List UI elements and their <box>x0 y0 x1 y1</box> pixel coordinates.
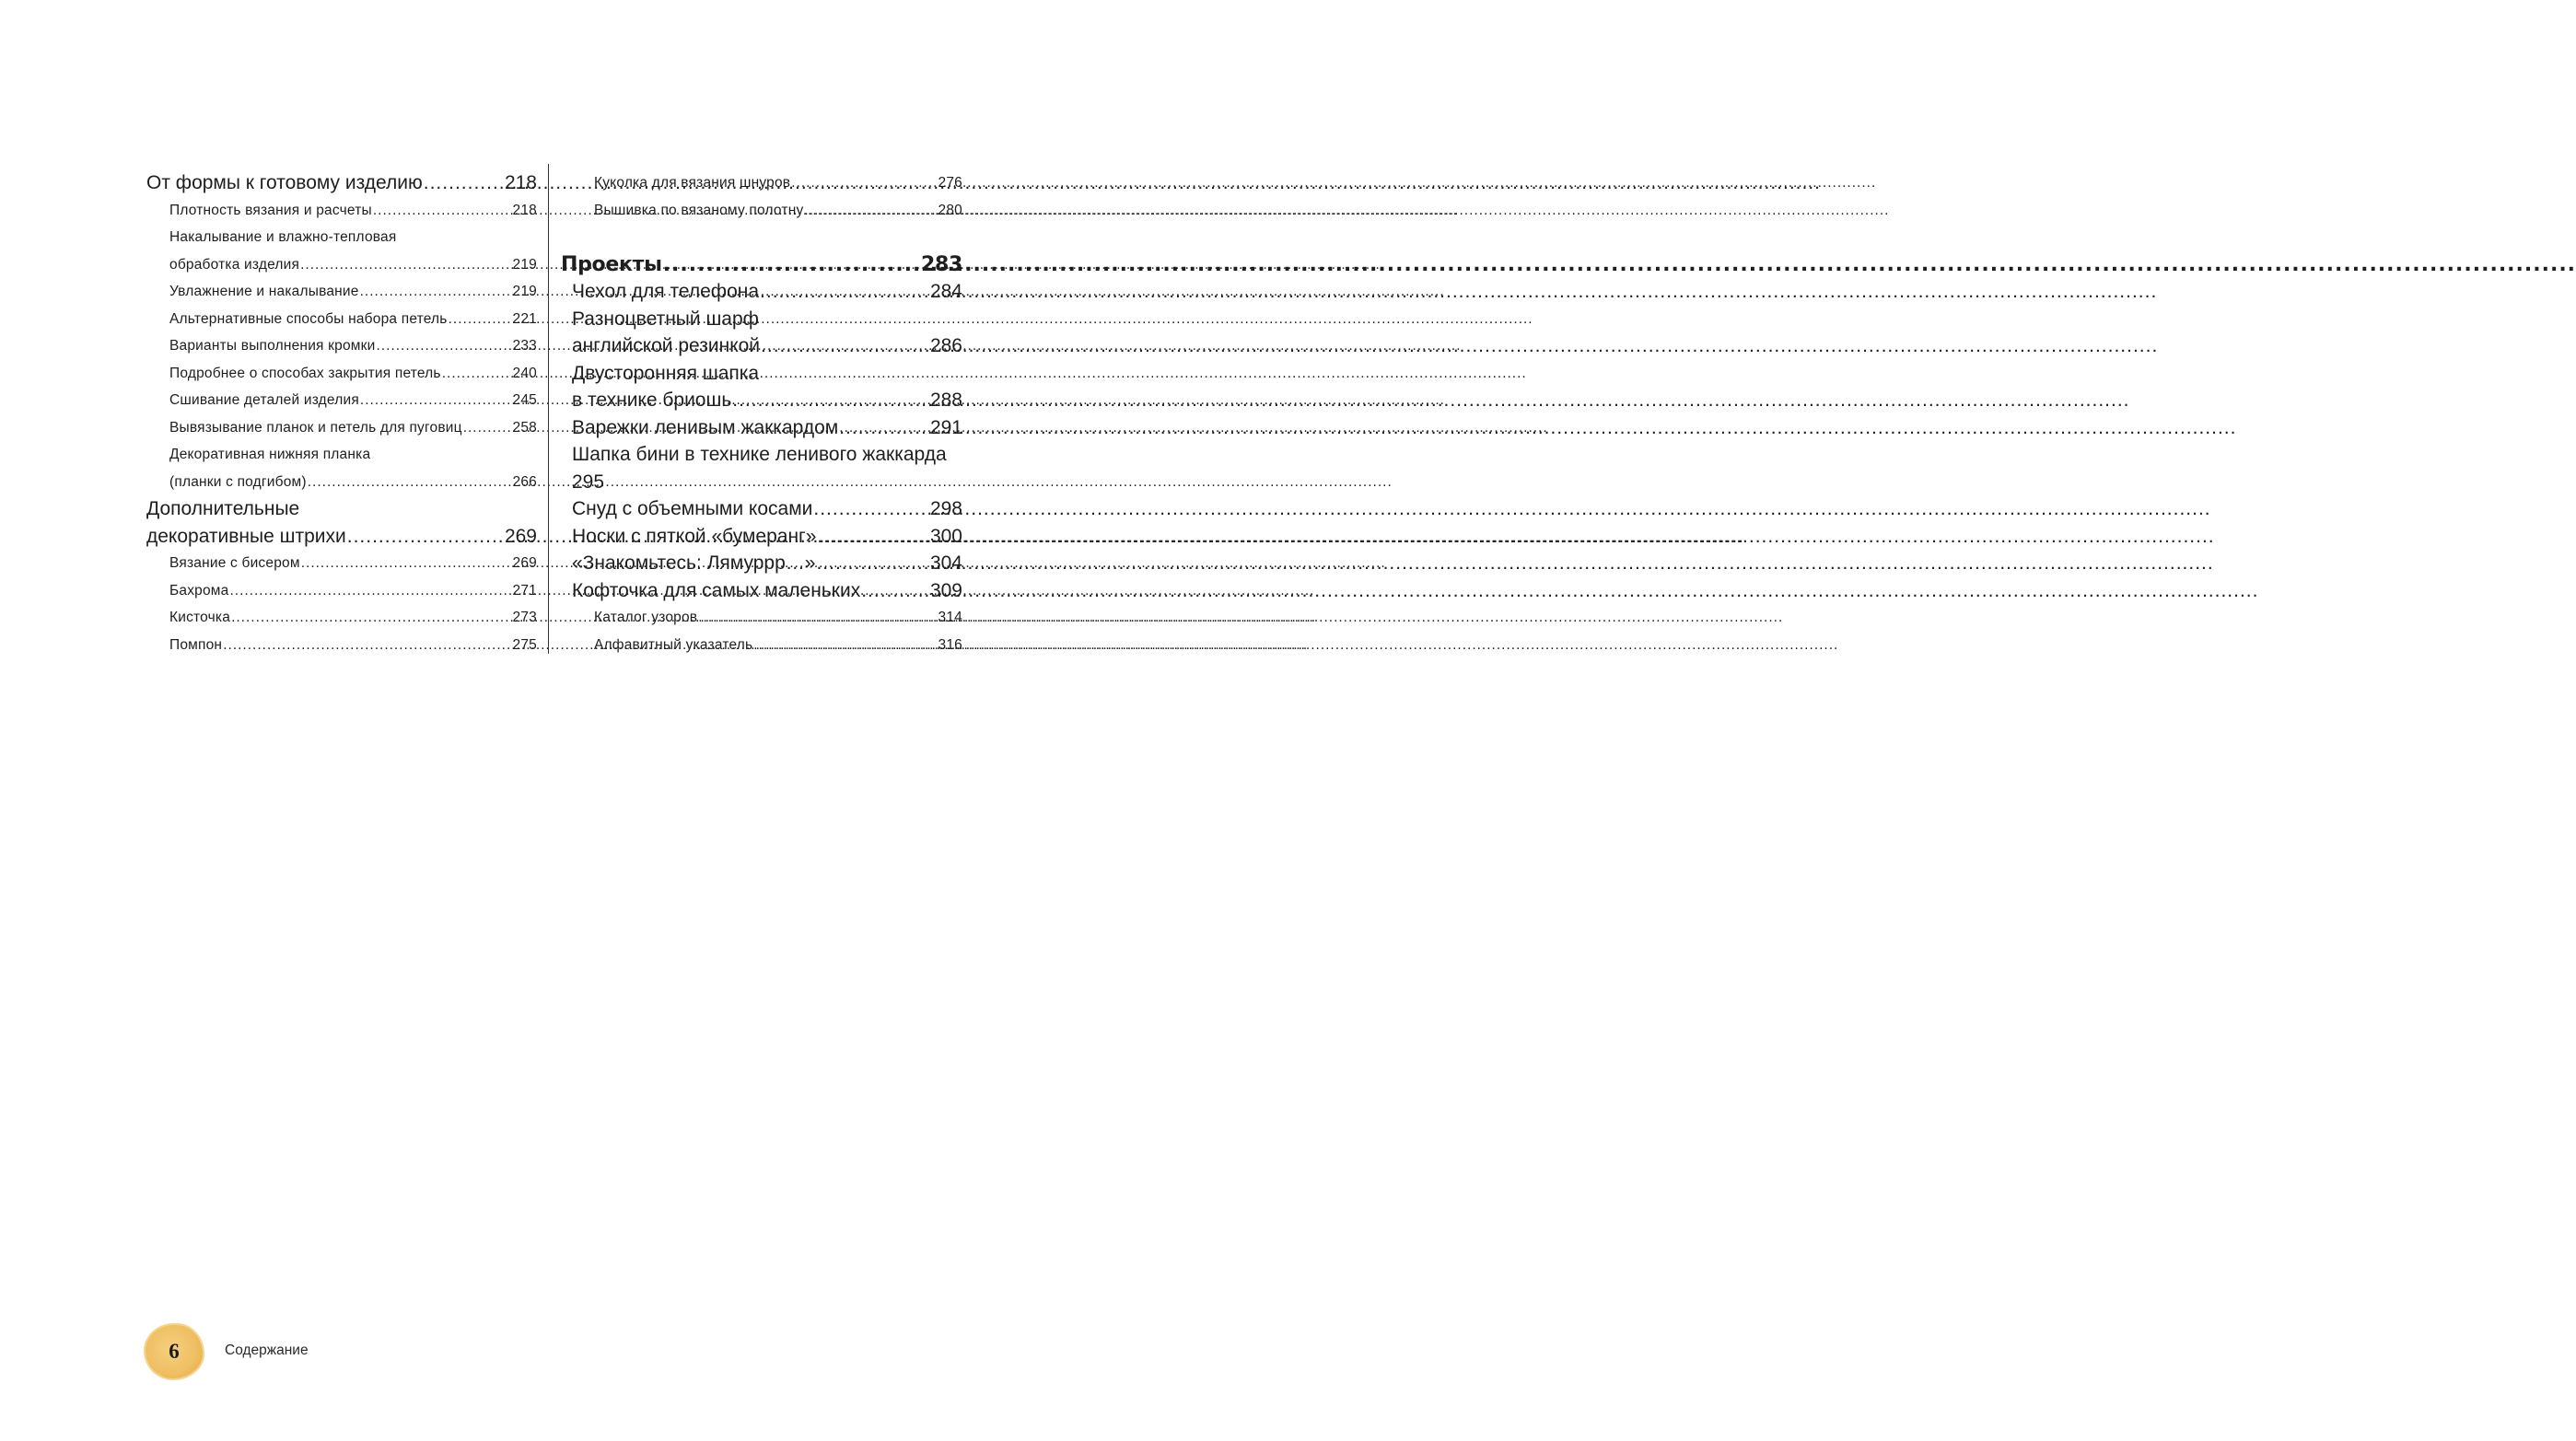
toc-subentry[interactable] <box>561 197 962 225</box>
toc-entry-title: «Знакомьтесь: Лямуррр…» <box>572 552 816 574</box>
toc-entry-title-line1: Дополнительные <box>146 498 300 519</box>
toc-entry-title: Снуд с объемными косами <box>572 498 813 519</box>
dot-leader <box>300 251 511 279</box>
toc-entry-page: 269 <box>512 555 537 571</box>
toc-subentry[interactable] <box>146 224 537 278</box>
toc-entry-page: 286 <box>929 335 962 356</box>
toc-entry-title-line1: Декоративная нижняя планка <box>169 447 371 462</box>
toc-entry[interactable] <box>146 495 537 550</box>
dot-leader <box>347 523 504 551</box>
dot-leader <box>301 550 512 577</box>
toc-entry-page: 245 <box>512 392 537 408</box>
toc-entry-title: Алфавитный указатель <box>594 636 753 653</box>
toc-entry-title: Подробнее о способах закрытия петель <box>169 365 441 381</box>
toc-entry-title: Проекты <box>561 252 662 276</box>
spacer <box>561 224 962 251</box>
toc-subentry[interactable] <box>146 414 537 442</box>
dot-leader <box>376 332 511 360</box>
toc-entry-title: Плотность вязания и расчеты <box>169 202 372 218</box>
toc-entry-title: Бахрома <box>169 582 229 598</box>
dot-leader <box>373 197 512 225</box>
toc-entry-title: Кисточка <box>169 610 231 625</box>
toc-entry-title: Вывязывание планок и петель для пуговиц <box>169 419 462 436</box>
toc-entry[interactable] <box>561 495 962 523</box>
toc-entry-title: Чехол для телефона <box>572 281 760 302</box>
toc-subentry[interactable] <box>146 577 537 605</box>
toc-entry-title: Куколка для вязания шнуров <box>594 175 791 191</box>
toc-entry-page: 218 <box>512 202 537 218</box>
toc-entry-page: 314 <box>938 610 962 625</box>
toc-entry-page: 284 <box>929 281 962 302</box>
dot-leader <box>839 414 929 442</box>
running-footer-section: Содержание <box>225 1342 309 1358</box>
toc-subentry[interactable] <box>146 604 537 632</box>
toc-entry-page: 298 <box>929 498 962 519</box>
toc-entry-page: 240 <box>512 365 537 381</box>
toc-entry-page: 291 <box>929 416 962 438</box>
dot-leader <box>231 604 511 632</box>
toc-entry-page: 288 <box>929 389 962 411</box>
toc-entry[interactable] <box>146 169 537 197</box>
toc-entry[interactable] <box>561 360 962 414</box>
toc-entry-page: 316 <box>938 636 962 653</box>
toc-subentry[interactable] <box>146 387 537 414</box>
dot-leader <box>753 632 937 659</box>
toc-subentry[interactable] <box>146 332 537 360</box>
toc-entry[interactable] <box>561 441 962 495</box>
toc-entry-page: 304 <box>929 552 962 574</box>
toc-entry-page: 280 <box>938 202 962 218</box>
toc-subentry[interactable] <box>146 550 537 577</box>
toc-right-column <box>561 169 962 658</box>
toc-entry-title: Помпон <box>169 636 223 653</box>
toc-entry-title: (планки с подгибом) <box>169 473 307 490</box>
toc-entry-title: Альтернативные способы набора петель <box>169 310 448 327</box>
toc-subentry[interactable] <box>146 632 537 659</box>
toc-entry-title: Носки с пяткой «бумеранг» <box>572 525 817 547</box>
toc-entry-page: 271 <box>512 582 537 598</box>
dot-leader <box>698 604 937 632</box>
toc-entry[interactable] <box>561 550 962 577</box>
toc-entry-page: 266 <box>512 473 537 490</box>
toc-entry-title: Сшивание деталей изделия <box>169 392 359 408</box>
dot-leader <box>223 632 511 659</box>
toc-entry-page: 295 <box>572 471 605 493</box>
toc-entry-page: 258 <box>512 419 537 436</box>
toc-entry-title: Увлажнение и накалывание <box>169 284 359 299</box>
toc-entry[interactable] <box>561 577 962 605</box>
toc-subentry[interactable] <box>561 169 962 197</box>
toc-entry[interactable] <box>561 306 962 360</box>
toc-entry-page: 221 <box>512 310 537 327</box>
column-divider <box>548 164 549 654</box>
toc-entry-page: 309 <box>929 579 962 601</box>
toc-subentry[interactable] <box>561 604 962 632</box>
dot-leader <box>816 550 928 577</box>
dot-leader <box>463 414 512 442</box>
dot-leader <box>804 197 937 225</box>
dot-leader <box>424 169 504 197</box>
toc-entry[interactable] <box>561 414 962 442</box>
toc-entry-title-line1: Разноцветный шарф <box>572 308 759 330</box>
dot-leader <box>791 169 937 197</box>
dot-leader <box>813 495 929 523</box>
toc-entry-title: Шапка бини в технике ленивого жаккарда <box>572 444 947 465</box>
dot-leader <box>861 577 929 605</box>
toc-entry-title: обработка изделия <box>169 256 300 273</box>
toc-entry-page: 273 <box>512 610 537 625</box>
toc-entry-title: Каталог узоров <box>594 610 698 625</box>
toc-subentry[interactable] <box>146 360 537 388</box>
dot-leader <box>732 387 929 414</box>
toc-entry-page: 219 <box>512 256 537 273</box>
toc-entry-page: 300 <box>929 525 962 547</box>
toc-entry-title: декоративные штрихи <box>146 525 346 547</box>
toc-entry[interactable] <box>561 278 962 306</box>
toc-entry-page: 269 <box>504 525 537 547</box>
toc-entry-title: Варежки ленивым жаккардом <box>572 416 839 438</box>
toc-entry-title: Кофточка для самых маленьких <box>572 579 861 601</box>
dot-leader <box>360 387 512 414</box>
toc-entry-title: в технике бриошь <box>572 389 732 411</box>
toc-subentry[interactable] <box>561 632 962 659</box>
toc-subentry[interactable] <box>146 306 537 333</box>
toc-subentry[interactable] <box>146 278 537 306</box>
toc-entry-title: Вышивка по вязаному полотну <box>594 202 804 218</box>
toc-entry[interactable] <box>561 523 962 551</box>
dot-leader <box>760 278 929 306</box>
dot-leader <box>449 306 512 333</box>
dot-leader <box>229 577 511 605</box>
page-number: 6 <box>169 1340 180 1363</box>
toc-entry-page: 218 <box>504 172 537 193</box>
toc-entry-page: 275 <box>512 636 537 653</box>
toc-subentry[interactable] <box>146 441 537 495</box>
dot-leader <box>360 278 512 306</box>
toc-entry-page: 233 <box>512 338 537 354</box>
toc-entry-title-line1: Накалывание и влажно-тепловая <box>169 229 397 245</box>
dot-leader <box>761 332 929 360</box>
toc-entry-title: От формы к готовому изделию <box>146 172 423 193</box>
toc-section-heading[interactable] <box>561 251 962 279</box>
dot-leader <box>817 523 929 551</box>
toc-entry-page: 276 <box>938 175 962 191</box>
toc-entry-page: 219 <box>512 284 537 299</box>
dot-leader <box>442 360 512 388</box>
toc-entry-title: Варианты выполнения кромки <box>169 338 376 354</box>
toc-entry-title: Вязание с бисером <box>169 555 300 571</box>
toc-subentry[interactable] <box>146 197 537 225</box>
dot-leader <box>663 251 920 279</box>
toc-entry-title-line1: Двусторонняя шапка <box>572 362 760 384</box>
toc-left-column <box>146 169 537 658</box>
toc-entry-page: 283 <box>920 252 962 276</box>
dot-leader <box>308 469 512 496</box>
toc-entry-title: английской резинкой <box>572 335 761 356</box>
